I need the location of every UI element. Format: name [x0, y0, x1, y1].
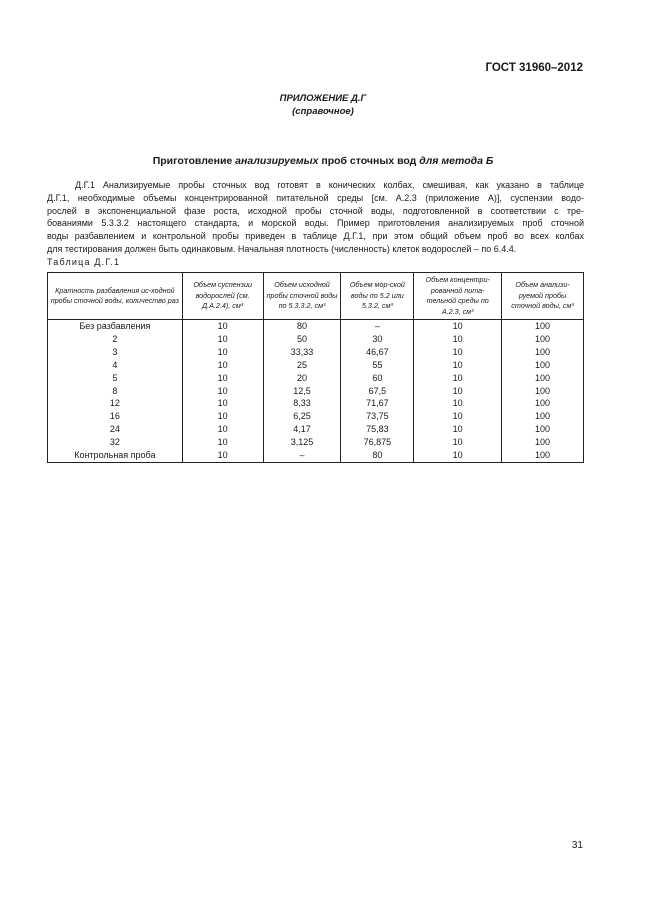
table-cell: 10	[414, 449, 502, 462]
table-cell: 100	[502, 359, 584, 372]
appendix-title: ПРИЛОЖЕНИЕ Д.Г	[279, 93, 367, 104]
table-cell: 100	[502, 449, 584, 462]
appendix-subtitle: (справочное)	[292, 106, 354, 117]
table-cell: 100	[502, 436, 584, 449]
paragraph-line: для тестирования должен быть одинаковым. Начальная плотность (численность) клеток водорослей – по 6.4.4.	[47, 243, 517, 254]
table-row	[48, 346, 584, 359]
table-cell: 2	[48, 333, 183, 346]
table-row	[48, 320, 584, 333]
table-cell: Без разбавления	[48, 320, 183, 333]
table-cell: 100	[502, 423, 584, 436]
table-cell: 100	[502, 320, 584, 333]
table-cell: 10	[182, 423, 263, 436]
table-cell: 10	[414, 436, 502, 449]
table-cell: 76,875	[341, 436, 414, 449]
header-algae-volume: Объем суспензии водорослей (см. Д.А.2.4), см³	[182, 273, 263, 320]
table-cell: 50	[263, 333, 341, 346]
table-cell: 100	[502, 410, 584, 423]
paragraph-line: воды разбавлением и контрольной пробы приведен в таблице Д.Г.1, при этом общий объем проб во всех колбах	[47, 231, 584, 242]
table-cell: 10	[182, 410, 263, 423]
table-cell: 16	[48, 410, 183, 423]
appendix-heading	[0, 92, 646, 118]
heading-part-1: Приготовление	[152, 155, 236, 167]
table-cell: 67,5	[341, 385, 414, 398]
table-cell: –	[341, 320, 414, 333]
table-cell: 80	[341, 449, 414, 462]
table-cell: 33,33	[263, 346, 341, 359]
paragraph-line: Д.Г.1 Анализируемые пробы сточных вод готовят в конических колбах, смешивая, как указано в таблице	[75, 180, 584, 190]
table-cell: 10	[182, 346, 263, 359]
table-cell: 10	[182, 359, 263, 372]
table-row	[48, 423, 584, 436]
table-row	[48, 372, 584, 385]
table-cell: 100	[502, 372, 584, 385]
heading-part-2: анализируемых	[235, 155, 319, 167]
table-cell: 100	[502, 333, 584, 346]
table-cell: 10	[182, 372, 263, 385]
table-header-row	[48, 273, 584, 320]
table-cell: 10	[414, 410, 502, 423]
table-cell: 25	[263, 359, 341, 372]
paragraph-line: Д.Г.1, необходимые объемы концентрированной питательной среды [см. А.2.3 (приложение А)], суспензии водо-	[47, 192, 584, 203]
table-cell: 75,83	[341, 423, 414, 436]
table-cell: 10	[414, 346, 502, 359]
table-cell: 8	[48, 385, 183, 398]
table-cell: –	[263, 449, 341, 462]
table-cell: 10	[182, 333, 263, 346]
table-cell: 71,67	[341, 397, 414, 410]
table-row	[48, 449, 584, 462]
table-cell: 3,125	[263, 436, 341, 449]
data-table	[47, 272, 584, 463]
table-cell: 10	[414, 385, 502, 398]
table-cell: 10	[414, 333, 502, 346]
table-cell: 100	[502, 397, 584, 410]
table-cell: 80	[263, 320, 341, 333]
table-cell: 12	[48, 397, 183, 410]
table-cell: 55	[341, 359, 414, 372]
table-cell: 30	[341, 333, 414, 346]
table-cell: 10	[182, 385, 263, 398]
table-cell: 10	[182, 449, 263, 462]
table-cell: 4	[48, 359, 183, 372]
table-cell: 6,25	[263, 410, 341, 423]
paragraph-line: рослей в экспоненциальной фазе роста, исходной пробы сточной воды, подготовленной в соответствии с тре-	[47, 205, 584, 216]
table-cell: 60	[341, 372, 414, 385]
heading-part-4: для метода Б	[419, 155, 494, 167]
document-code: ГОСТ 31960–2012	[485, 62, 583, 74]
table-cell: 10	[414, 359, 502, 372]
table-row	[48, 410, 584, 423]
table-cell: 10	[414, 372, 502, 385]
heading-part-3: проб сточных вод	[318, 155, 420, 167]
table-cell: 10	[414, 320, 502, 333]
table-cell: 10	[414, 397, 502, 410]
table-row	[48, 436, 584, 449]
body-paragraph	[47, 179, 584, 256]
table-cell: 8,33	[263, 397, 341, 410]
header-seawater-volume: Объем мор-ской воды по 5.2 или 5.3.2, см³	[341, 273, 414, 320]
table-cell: 10	[182, 397, 263, 410]
header-sample-volume: Объем исходной пробы сточной воды по 5.3.3.2, см³	[263, 273, 341, 320]
table-caption: Таблица Д.Г.1	[47, 257, 121, 267]
table-row	[48, 333, 584, 346]
table-cell: 3	[48, 346, 183, 359]
table-cell: 100	[502, 346, 584, 359]
table-cell: 46,67	[341, 346, 414, 359]
table-cell: 20	[263, 372, 341, 385]
section-heading	[0, 155, 646, 167]
table-row	[48, 385, 584, 398]
table-row	[48, 397, 584, 410]
table-cell: 73,75	[341, 410, 414, 423]
table-cell: Контрольная проба	[48, 449, 183, 462]
header-total-volume: Объем анализи-руемой пробы сточной воды, см³	[502, 273, 584, 320]
table-cell: 10	[182, 436, 263, 449]
table-cell: 24	[48, 423, 183, 436]
table-cell: 10	[182, 320, 263, 333]
header-dilution: Кратность разбавления ис-ходной пробы сточной воды, количество раз	[48, 273, 183, 320]
table-cell: 32	[48, 436, 183, 449]
table-body	[48, 320, 584, 463]
header-medium-volume: Объем концентри-рованной пита-тельной среды по А.2.3, см³	[414, 273, 502, 320]
paragraph-line: бованиями 5.3.3.2 настоящего стандарта, и морской воды. Пример приготовления анализируемых проб сточной	[47, 218, 584, 229]
table-cell: 100	[502, 385, 584, 398]
table-cell: 5	[48, 372, 183, 385]
table-cell: 4,17	[263, 423, 341, 436]
table-cell: 10	[414, 423, 502, 436]
page-number: 31	[571, 840, 583, 851]
table-cell: 12,5	[263, 385, 341, 398]
table-row	[48, 359, 584, 372]
